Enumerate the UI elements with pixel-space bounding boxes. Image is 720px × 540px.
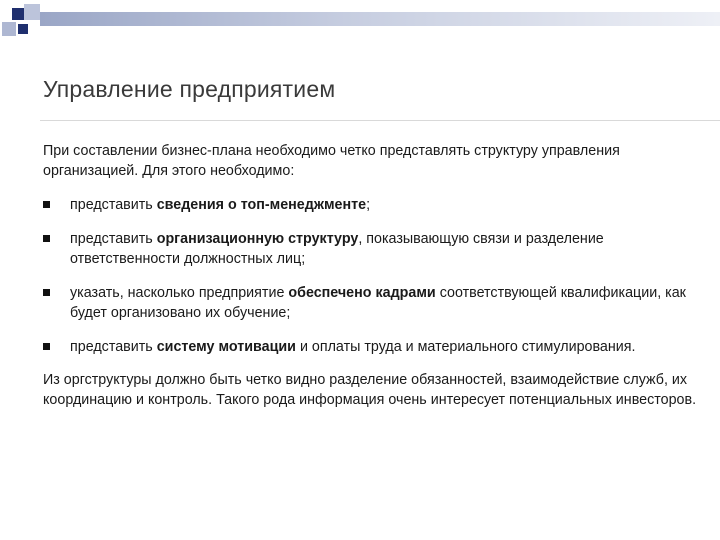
slide-title: Управление предприятием (43, 76, 336, 102)
bullet-emphasis: обеспечено кадрами (288, 285, 436, 301)
bullet-item (43, 229, 708, 269)
square-bullet-icon (43, 343, 50, 350)
closing-text: Из оргструктуры должно быть четко видно разделение обязанностей, взаимодействие служб, их координацию и контроль. Такого рода информация очень интересует потенциальных инвесторов. (43, 372, 697, 408)
bullet-emphasis: сведения о топ-менеджменте (156, 197, 367, 213)
decorative-header (0, 0, 720, 60)
bullet-text: представить (70, 231, 157, 247)
bullet-text: представить (70, 197, 157, 213)
title-divider (40, 120, 720, 121)
decor-square-dark (12, 8, 24, 20)
decor-square-mid (2, 22, 16, 36)
bullet-emphasis: организационную структуру (156, 231, 359, 247)
intro-text: При составлении бизнес-плана необходимо четко представлять структуру управления организацией. Для этого необходимо: (43, 143, 620, 179)
bullet-text: ; (366, 197, 371, 213)
slide-body (43, 141, 708, 410)
bullet-item (43, 283, 708, 323)
bullet-text: представить (70, 339, 157, 355)
bullet-text: указать, насколько предприятие (70, 285, 289, 301)
header-gradient-bar (40, 12, 720, 26)
square-bullet-icon (43, 289, 50, 296)
bullet-list (43, 195, 708, 357)
decor-square-dark-2 (18, 24, 28, 34)
bullet-text: соответствующей квалификации, как будет организовано их обучение; (70, 285, 686, 321)
bullet-item (43, 195, 708, 215)
bullet-emphasis: систему мотивации (156, 339, 296, 355)
decor-square-light (24, 4, 40, 20)
square-bullet-icon (43, 235, 50, 242)
bullet-item (43, 337, 708, 357)
bullet-text: и оплаты труда и материального стимулирования. (295, 339, 636, 355)
bullet-text: , показывающую связи и разделение ответственности должностных лиц; (70, 231, 604, 267)
square-bullet-icon (43, 201, 50, 208)
